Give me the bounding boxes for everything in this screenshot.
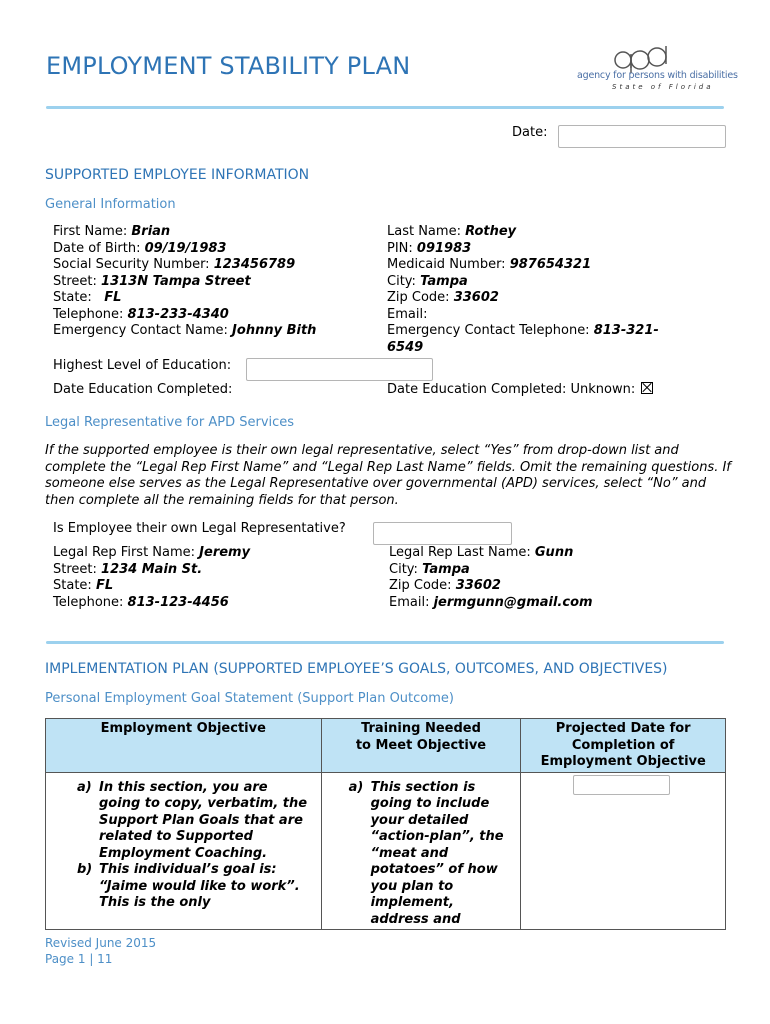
own-legal-rep-label: Is Employee their own Legal Representative?: [53, 521, 346, 536]
legal-rep-street-field[interactable]: Street: 1234 Main St.: [53, 561, 203, 577]
legal-rep-left-fields: [53, 545, 250, 611]
legal-rep-instructions: If the supported employee is their own legal representative, select “Yes” from drop-down list and complete the “Legal Rep First Name” and “Legal Rep Last Name” fields. Omit the remaining questions. If someone else serves as the Legal Representative over governmental (APD) services, select “No” and then complete all the remaining fields for that person.: [45, 443, 731, 508]
footer: [45, 935, 156, 967]
legal-rep-last-name-field[interactable]: Legal Rep Last Name: Gunn: [389, 545, 574, 560]
telephone-field[interactable]: Telephone: 813-233-4340: [53, 306, 229, 322]
header-training-needed: Training Needed to Meet Objective: [321, 719, 521, 773]
ssn-field[interactable]: Social Security Number: 123456789: [53, 257, 296, 272]
list-item: a) This section is going to include your detailed “action-plan”, the “meat and potatoes” of how you plan to implement, address and: [348, 779, 504, 927]
legal-rep-first-name-field[interactable]: Legal Rep First Name: Jeremy: [53, 545, 251, 560]
email-field[interactable]: Email:: [387, 306, 428, 322]
training-needed-cell[interactable]: [321, 772, 521, 930]
logo-subtext: State of Florida: [612, 83, 714, 91]
emergency-contact-name-field[interactable]: Emergency Contact Name: Johnny Bith: [53, 323, 317, 338]
header-projected-date: Projected Date for Completion of Employment Objective: [521, 719, 726, 773]
emergency-contact-telephone-field[interactable]: Emergency Contact Telephone: 813-321-: [387, 323, 659, 338]
subsection-goal-statement: Personal Employment Goal Statement (Support Plan Outcome): [45, 691, 454, 706]
legal-rep-right-fields: [389, 545, 593, 611]
legal-rep-telephone-field[interactable]: Telephone: 813-123-4456: [53, 594, 229, 610]
header-divider: [46, 106, 724, 109]
date-education-completed-label: Date Education Completed:: [53, 382, 233, 397]
section-title-supported-employee: SUPPORTED EMPLOYEE INFORMATION: [45, 167, 310, 183]
education-label: Highest Level of Education:: [53, 358, 232, 373]
subsection-legal-representative: Legal Representative for APD Services: [45, 415, 295, 430]
document-title: EMPLOYMENT STABILITY PLAN: [46, 52, 411, 80]
pin-field[interactable]: PIN: 091983: [387, 240, 472, 256]
list-item: b) This individual’s goal is: “Jaime would like to work”. This is the only: [77, 862, 300, 910]
state-field[interactable]: State: FL: [53, 290, 122, 305]
legal-rep-email-field[interactable]: Email: jermgunn@gmail.com: [389, 594, 593, 610]
section-title-implementation-plan: IMPLEMENTATION PLAN (SUPPORTED EMPLOYEE’S GOALS, OUTCOMES, AND OBJECTIVES): [45, 661, 668, 677]
objectives-table: [45, 718, 726, 930]
legal-rep-state-field[interactable]: State: FL: [53, 578, 114, 593]
legal-rep-zip-field[interactable]: Zip Code: 33602: [389, 578, 501, 593]
revised-date: Revised June 2015: [45, 936, 157, 950]
legal-rep-city-field[interactable]: City: Tampa: [389, 561, 470, 577]
dob-field[interactable]: Date of Birth: 09/19/1983: [53, 240, 227, 256]
education-input[interactable]: [246, 358, 433, 381]
date-label: Date:: [512, 125, 548, 140]
logo-text: agency for persons with disabilities: [577, 70, 738, 81]
table-header-row: [46, 719, 726, 773]
street-field[interactable]: Street: 1313N Tampa Street: [53, 273, 251, 289]
employee-right-fields: [387, 224, 659, 356]
emergency-contact-telephone-cont: 6549: [387, 339, 424, 355]
list-item: a) In this section, you are going to copy, verbatim, the Support Plan Goals that are related to Supported Employment Coaching.: [77, 779, 308, 861]
medicaid-number-field[interactable]: Medicaid Number: 987654321: [387, 257, 592, 272]
employment-objective-cell[interactable]: [46, 772, 322, 930]
employee-left-fields: [53, 224, 316, 340]
zip-code-field[interactable]: Zip Code: 33602: [387, 290, 499, 305]
unknown-checkbox[interactable]: [641, 382, 653, 394]
section-divider: [46, 641, 724, 644]
subsection-general-information: General Information: [45, 197, 176, 212]
date-input[interactable]: [558, 125, 726, 148]
city-field[interactable]: City: Tampa: [387, 273, 468, 289]
projected-date-cell: [521, 772, 726, 930]
last-name-field[interactable]: Last Name: Rothey: [387, 224, 517, 239]
page-number: Page 1 | 11: [45, 952, 113, 966]
projected-date-input[interactable]: [573, 775, 670, 795]
own-legal-rep-select[interactable]: [373, 522, 512, 545]
table-row: [46, 772, 726, 930]
date-education-unknown[interactable]: Date Education Completed: Unknown:: [387, 382, 653, 399]
header-employment-objective: Employment Objective: [46, 719, 322, 773]
first-name-field[interactable]: First Name: Brian: [53, 224, 171, 239]
